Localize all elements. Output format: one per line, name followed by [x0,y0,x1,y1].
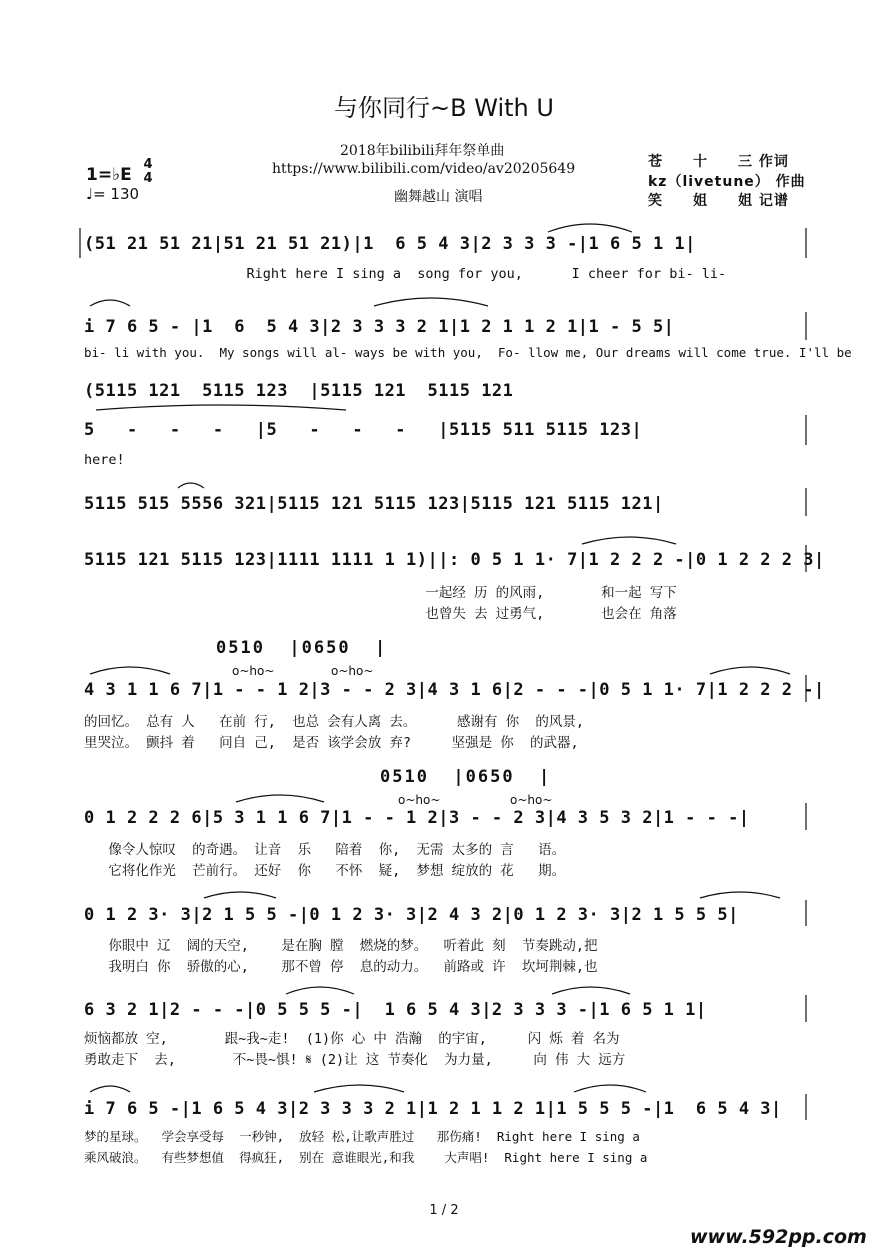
voice-part-7: 0510 |0650 | [380,767,552,787]
lyric-line-9b: 勇敢走下 去, 不~畏~惧! 𝄋 (2)让 这 节奏化 为力量, 向 伟 大 远方 [84,1052,626,1068]
notation-line-1: (51 21 51 21|51 21 51 21)|1 6 5 4 3|2 3 3 3 -|1 6 5 1 1| [84,234,696,254]
notation-line-8: 0 1 2 3· 3|2 1 5 5 -|0 1 2 3· 3|2 4 3 2|0 1 2 3· 3|2 1 5 5 5| [84,905,739,925]
tempo-marking: ♩= 130 [86,185,140,203]
page-number: 1 / 2 [429,1203,459,1218]
transcriber-credit: 笑 姐 姐 记谱 [648,193,789,209]
lyric-line-6b: 里哭泣。 颤抖 着 问自 己, 是否 该学会放 弃? 坚强是 你 的武器, [84,735,579,751]
lyric-line-10a: 梦的星球。 学会享受每 一秒钟, 放轻 松,让歌声胜过 那伤痛! Right here I sing a [84,1129,640,1144]
time-signature-top: 4 [143,157,153,172]
time-signature-bottom: 4 [143,171,153,186]
notation-line-9: 6 3 2 1|2 - - -|0 5 5 5 -| 1 6 5 4 3|2 3 3 3 -|1 6 5 1 1| [84,1000,707,1020]
oho-6a: o~ho~ [232,664,275,678]
lyric-line-7a: 像令人惊叹 的奇遇。 让音 乐 陪着 你, 无需 太多的 言 语。 [84,842,566,858]
watermark: www.592pp.com [690,1226,867,1248]
lyric-line-6a: 的回忆。 总有 人 在前 行, 也总 会有人离 去。 感谢有 你 的风景, [84,714,585,730]
notation-line-4: 5115 515 5556 321|5115 121 5115 123|5115 121 5115 121| [84,494,664,514]
lyric-line-1: Right here I sing a song for you, I cheer for bi- li- [84,266,727,282]
lyric-line-10b: 乘风破浪。 有些梦想值 得疯狂, 别在 意谁眼光,和我 大声唱! Right here I sing a [84,1150,648,1165]
video-url: https://www.bilibili.com/video/av20205649 [272,161,576,177]
lyric-line-3: here! [84,452,125,468]
lyric-line-8b: 我明白 你 骄傲的心, 那不曾 停 息的动力。 前路或 许 坎坷荆棘,也 [84,959,598,975]
notation-line-5: 5115 121 5115 123|1111 1111 1 1)||: 0 5 1 1· 7|1 2 2 2 -|0 1 2 2 2 3| [84,550,825,570]
composer-credit: kz（livetune） 作曲 [648,174,806,190]
lyric-line-5b: 也曾失 去 过勇气, 也会在 角落 [84,606,677,622]
key-signature: 1=♭E [86,165,132,185]
voice-part-6: 0510 |0650 | [216,638,388,658]
notation-line-3-lower: 5 - - - |5 - - - |5115 511 5115 123| [84,420,643,440]
lyric-line-7b: 它将化作光 芒前行。 还好 你 不怀 疑, 梦想 绽放的 花 期。 [84,863,566,879]
notation-line-7: 0 1 2 2 2 6|5 3 1 1 6 7|1 - - 1 2|3 - - 2 3|4 3 5 3 2|1 - - -| [84,808,750,828]
notation-line-2: i 7 6 5 - |1 6 5 4 3|2 3 3 3 2 1|1 2 1 1 2 1|1 - 5 5| [84,317,675,337]
oho-6b: o~ho~ [331,664,374,678]
performer: 幽舞越山 演唱 [394,189,483,205]
lyric-line-9a: 烦恼都放 空, 跟~我~走! (1)你 心 中 浩瀚 的宇宙, 闪 烁 着 名为 [84,1031,620,1047]
notation-line-10: i 7 6 5 -|1 6 5 4 3|2 3 3 3 2 1|1 2 1 1 2 1|1 5 5 5 -|1 6 5 4 3| [84,1099,782,1119]
subtitle: 2018年bilibili拜年祭单曲 [340,143,505,159]
notation-line-6: 4 3 1 1 6 7|1 - - 1 2|3 - - 2 3|4 3 1 6|2 - - -|0 5 1 1· 7|1 2 2 2 -| [84,680,825,700]
oho-7b: o~ho~ [510,793,553,807]
lyric-line-8a: 你眼中 辽 阔的天空, 是在胸 膛 燃烧的梦。 听着此 刻 节奏跳动,把 [84,938,598,954]
lyric-line-5a: 一起经 历 的风雨, 和一起 写下 [84,585,677,601]
lyricist-credit: 苍 十 三 作词 [648,154,789,170]
lyric-line-2: bi- li with you. My songs will al- ways be with you, Fo- llow me, Our dreams will come true. I'll be [84,345,852,360]
oho-7a: o~ho~ [398,793,441,807]
song-title: 与你同行~B With U [334,94,554,122]
notation-line-3-upper: (5115 121 5115 123 |5115 121 5115 121 [84,381,514,401]
